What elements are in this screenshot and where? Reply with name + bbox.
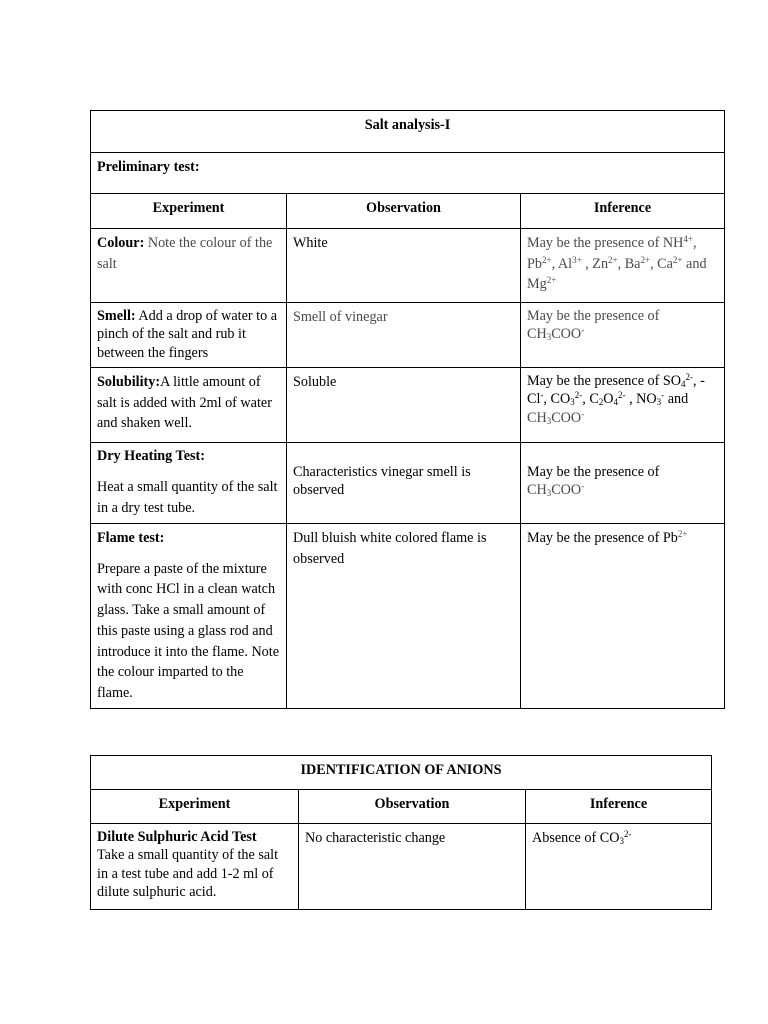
table-title: Salt analysis-I [91, 111, 725, 153]
smell-inference: May be the presence of $CH_3COO^-$ [521, 303, 725, 368]
anions-header-experiment: Experiment [91, 790, 299, 824]
anions-header-inference: Inference [526, 790, 712, 824]
dilute-acid-observation: No characteristic change [299, 824, 526, 910]
smell-experiment: Smell: Add a drop of water to a pinch of the salt and rub it between the fingers [91, 303, 287, 368]
anions-title: IDENTIFICATION OF ANIONS [91, 756, 712, 790]
dry-heating-inference: May be the presence of $CH_3COO^-$ [521, 443, 725, 524]
anions-header-observation: Observation [299, 790, 526, 824]
header-observation: Observation [287, 194, 521, 229]
header-inference: Inference [521, 194, 725, 229]
dry-heating-observation: Characteristics vinegar smell is observed [287, 443, 521, 524]
colour-inference: May be the presence of $NH^{4+}$, $Pb^{2+}$, $Al^{3+}$ , $Zn^{2+}$, $Ba^{2+}$, $Ca^{2+}$ and $Mg^{2+}$ [521, 229, 725, 303]
colour-experiment: Colour: Note the colour of the salt [91, 229, 287, 303]
flame-experiment: Flame test: Prepare a paste of the mixture with conc HCl in a clean watch glass. Take a small amount of this paste using a glass rod and introduce it into the flame. Note the colour imparted to the flame. [91, 523, 287, 708]
dilute-acid-experiment: Dilute Sulphuric Acid Test Take a small quantity of the salt in a test tube and add 1-2 ml of dilute sulphuric acid. [91, 824, 299, 910]
solubility-observation: Soluble [287, 368, 521, 443]
colour-observation: White [287, 229, 521, 303]
anions-table [90, 755, 712, 910]
smell-observation: Smell of vinegar [287, 303, 521, 368]
solubility-experiment: Solubility:A little amount of salt is added with 2ml of water and shaken well. [91, 368, 287, 443]
flame-observation: Dull bluish white colored flame is observed [287, 523, 521, 708]
salt-analysis-table [90, 110, 725, 709]
solubility-inference: May be the presence of $SO_4^{2-}$, - Cl-, $CO_3^{2-}$, $C_2O_4^{2-}$ , $NO_3^-$ and $CH_3COO^-$ [521, 368, 725, 443]
section-heading: Preliminary test: [91, 153, 725, 194]
dilute-acid-inference: Absence of $CO_3^{2-}$ [526, 824, 712, 910]
dry-heating-experiment: Dry Heating Test: Heat a small quantity of the salt in a dry test tube. [91, 443, 287, 524]
header-experiment: Experiment [91, 194, 287, 229]
flame-inference: May be the presence of $Pb^{2+}$ [521, 523, 725, 708]
